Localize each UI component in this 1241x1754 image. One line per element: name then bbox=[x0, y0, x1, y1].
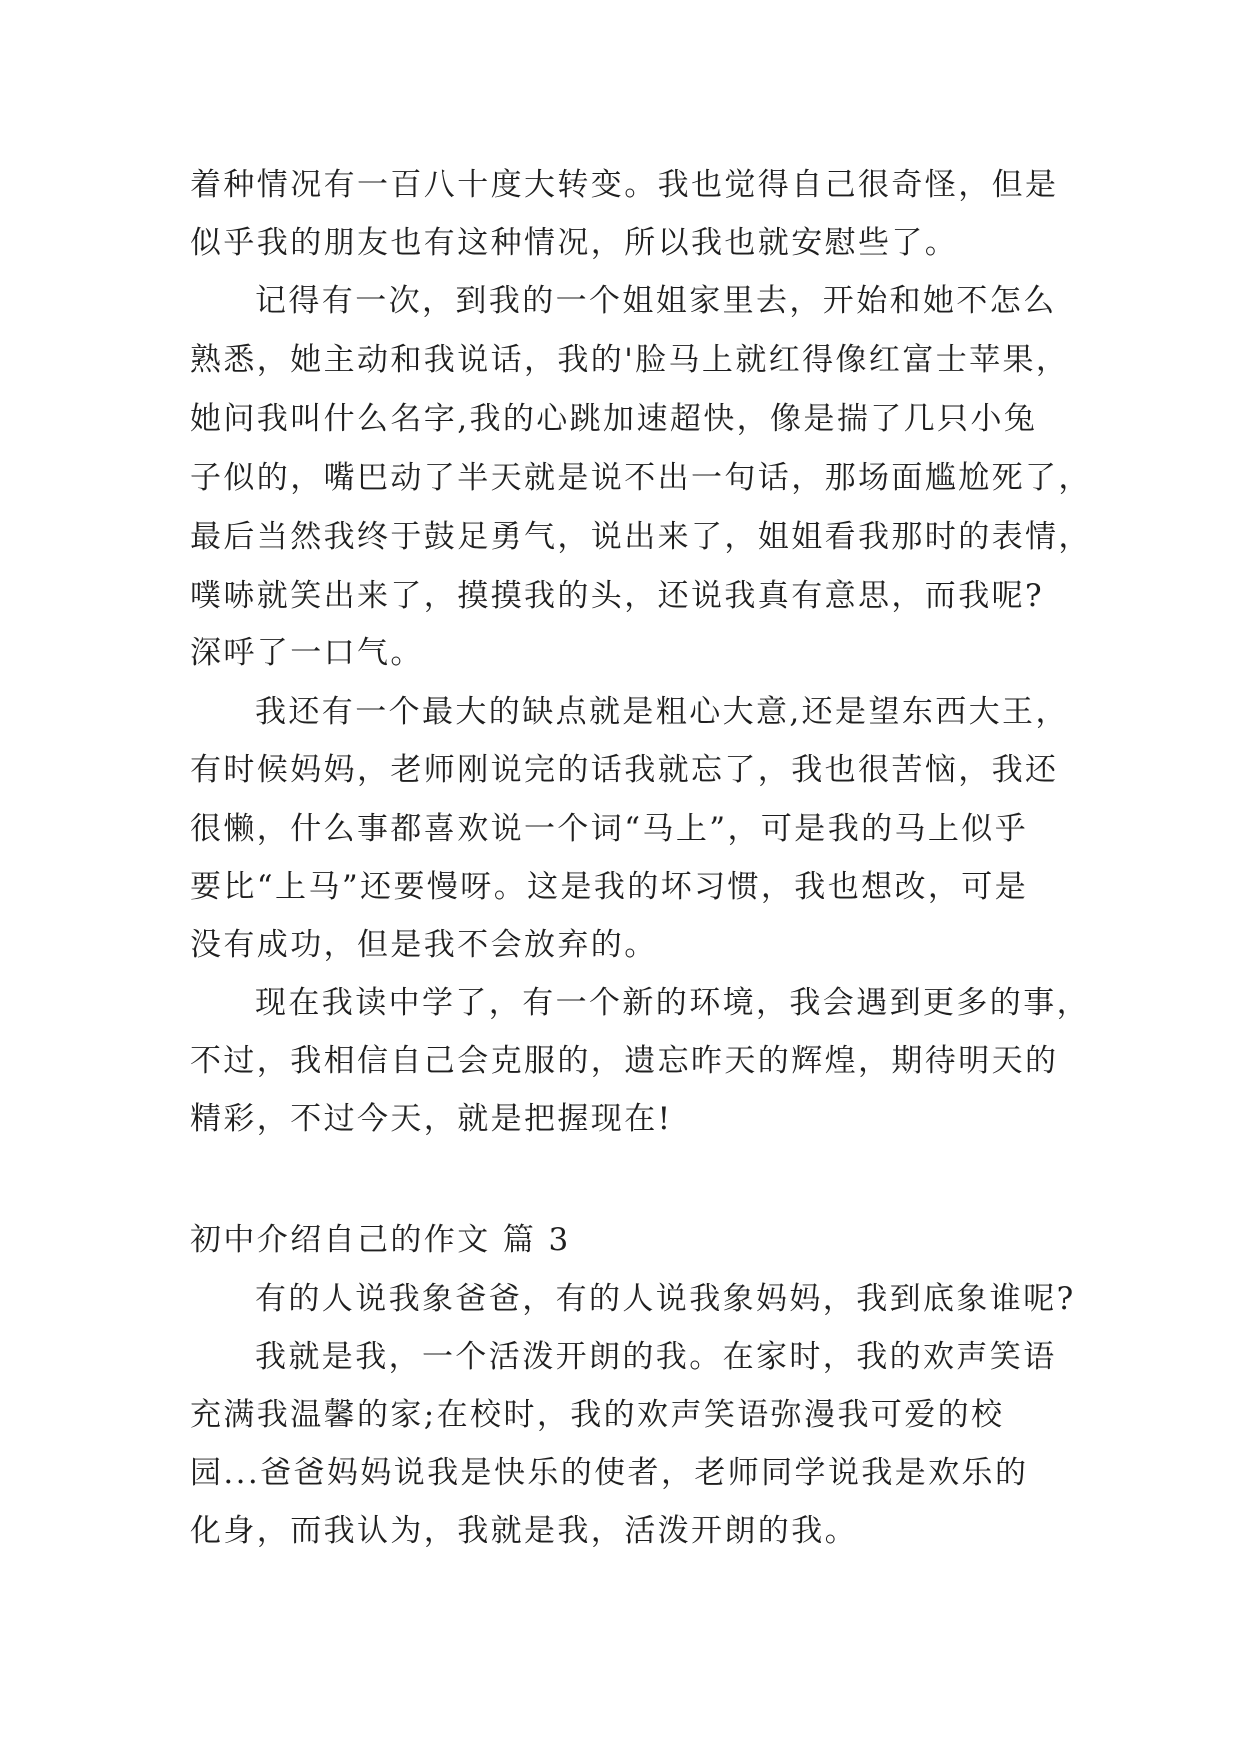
paragraph-line: 很懒，什么事都喜欢说一个词“马上”，可是我的马上似乎 bbox=[190, 811, 1029, 847]
paragraph-line: 她问我叫什么名字,我的心跳加速超快，像是揣了几只小兔 bbox=[190, 401, 1038, 437]
paragraph-line: 着种情况有一百八十度大转变。我也觉得自己很奇怪，但是 bbox=[190, 167, 1059, 203]
paragraph-line: 我还有一个最大的缺点就是粗心大意,还是望东西大王， bbox=[255, 694, 1069, 730]
paragraph-line: 现在我读中学了，有一个新的环境，我会遇到更多的事， bbox=[255, 985, 1090, 1021]
paragraph-line: 我就是我，一个活泼开朗的我。在家时，我的欢声笑语 bbox=[255, 1339, 1057, 1375]
paragraph-line: 充满我温馨的家;在校时，我的欢声笑语弥漫我可爱的校 bbox=[190, 1397, 1005, 1433]
paragraph-line: 记得有一次，到我的一个姐姐家里去，开始和她不怎么 bbox=[255, 283, 1057, 319]
paragraph-line: 似乎我的朋友也有这种情况，所以我也就安慰些了。 bbox=[190, 225, 959, 261]
paragraph-line: 园...爸爸妈妈说我是快乐的使者，老师同学说我是欢乐的 bbox=[190, 1455, 1029, 1491]
paragraph-line: 熟悉，她主动和我说话，我的'脸马上就红得像红富士苹果， bbox=[190, 342, 1070, 378]
paragraph-line: 精彩，不过今天，就是把握现在! bbox=[190, 1101, 673, 1137]
paragraph-line: 要比“上马”还要慢呀。这是我的坏习惯，我也想改，可是 bbox=[190, 869, 1029, 905]
paragraph-line: 化身，而我认为，我就是我，活泼开朗的我。 bbox=[190, 1513, 858, 1549]
paragraph-line: 没有成功，但是我不会放弃的。 bbox=[190, 927, 658, 963]
paragraph-line: 有时候妈妈，老师刚说完的话我就忘了，我也很苦恼，我还 bbox=[190, 752, 1059, 788]
paragraph-line: 不过，我相信自己会克服的，遗忘昨天的辉煌，期待明天的 bbox=[190, 1043, 1059, 1079]
paragraph-line: 最后当然我终于鼓足勇气，说出来了，姐姐看我那时的表情， bbox=[190, 519, 1092, 555]
paragraph-line: 深呼了一口气。 bbox=[190, 635, 424, 671]
paragraph-line: 有的人说我象爸爸，有的人说我象妈妈，我到底象谁呢? bbox=[255, 1281, 1076, 1317]
paragraph-line: 子似的，嘴巴动了半天就是说不出一句话，那场面尴尬死了， bbox=[190, 460, 1092, 496]
section-heading: 初中介绍自己的作文 篇 3 bbox=[190, 1222, 571, 1258]
paragraph-line: 噗哧就笑出来了，摸摸我的头，还说我真有意思，而我呢? bbox=[190, 578, 1045, 614]
